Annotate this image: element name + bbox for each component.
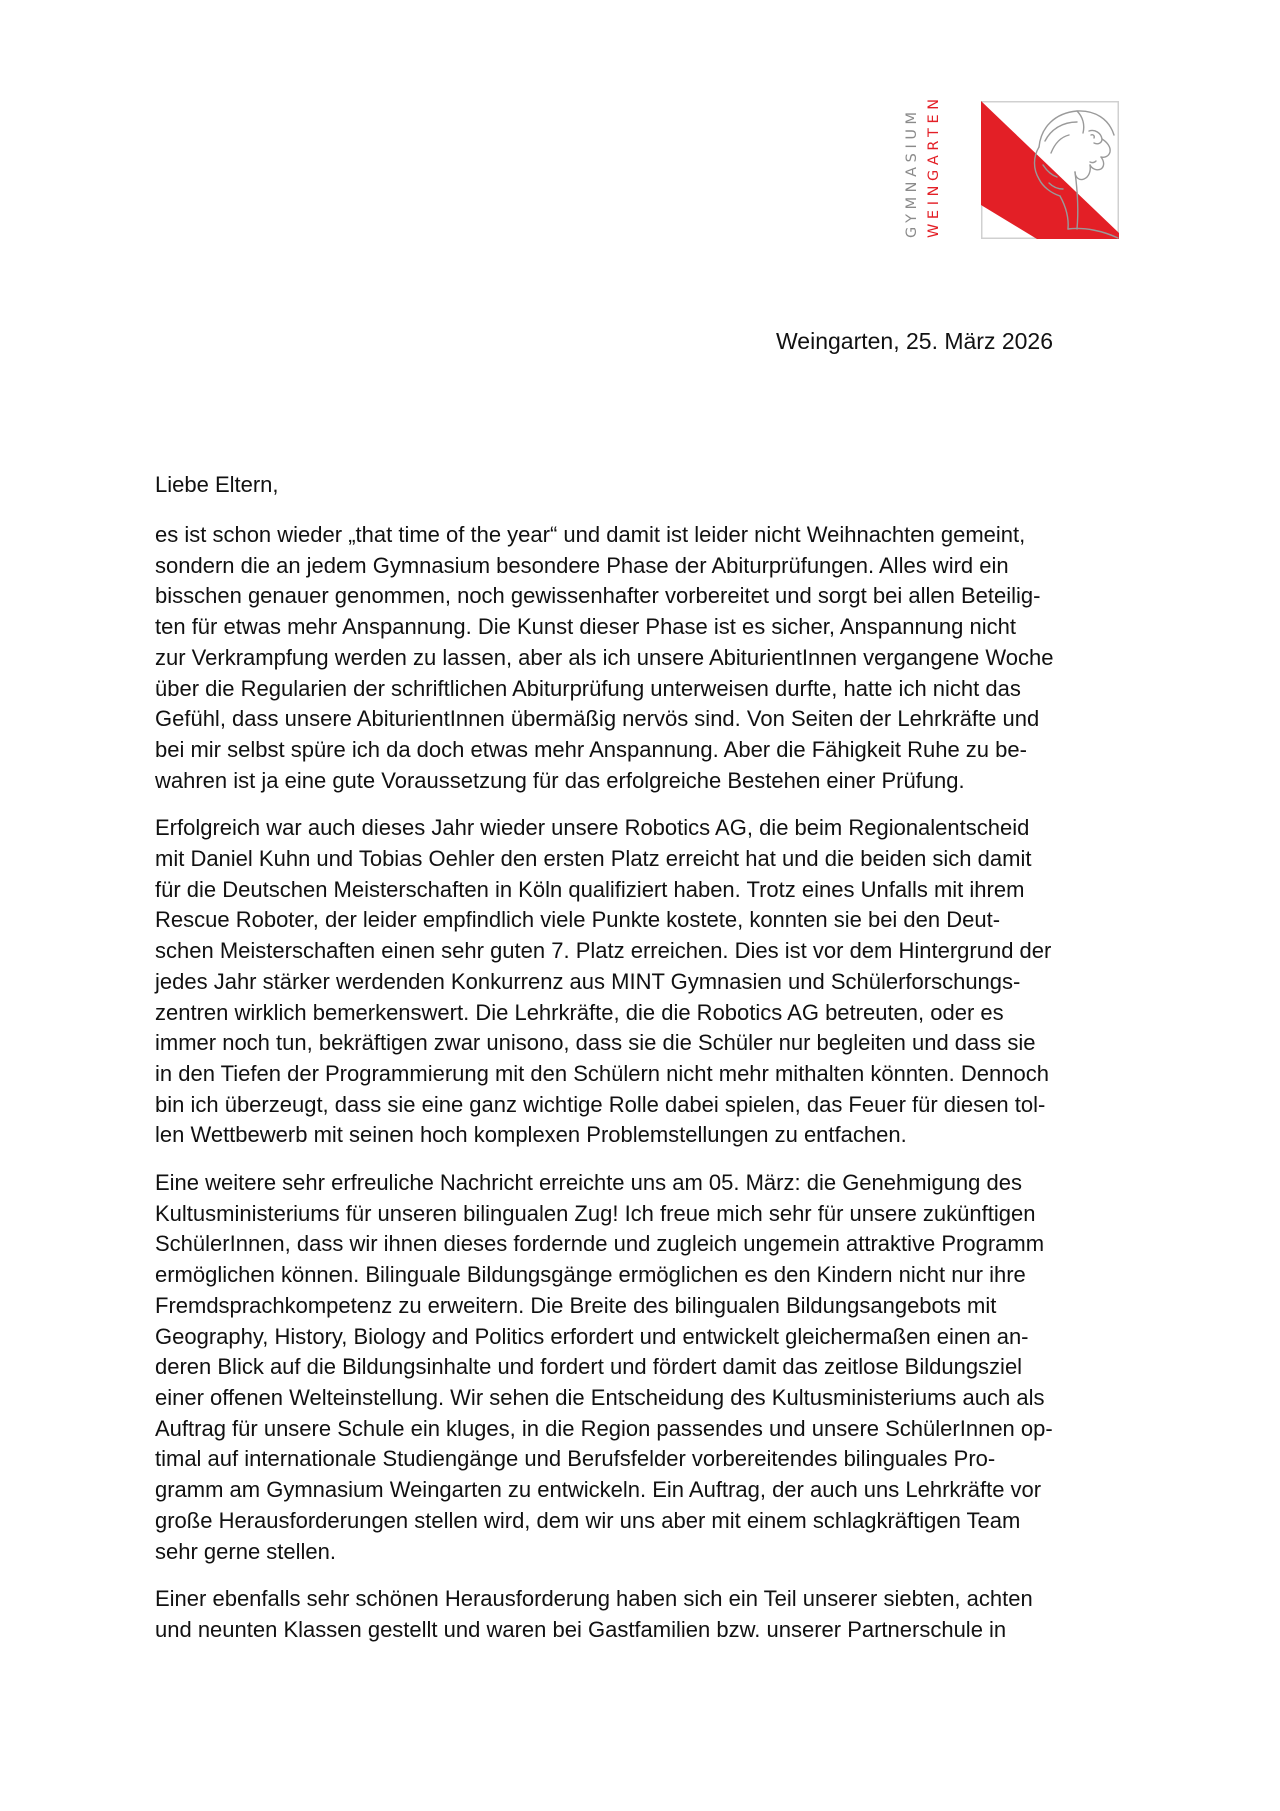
text-line: ermöglichen können. Bilinguale Bildungsgänge ermöglichen es den Kindern nicht nur ihre [155,1262,1026,1288]
text-line: schen Meisterschaften einen sehr guten 7. Platz erreichen. Dies ist vor dem Hintergrund der [155,938,1052,964]
text-line: mit Daniel Kuhn und Tobias Oehler den ersten Platz erreicht hat und die beiden sich damit [155,846,1032,872]
text-line: für die Deutschen Meisterschaften in Köln qualifiziert haben. Trotz eines Unfalls mit ihrem [155,876,1025,902]
text-line: Auftrag für unsere Schule ein kluges, in die Region passendes und unsere SchülerInnen op- [155,1415,1053,1441]
text-line: in den Tiefen der Programmierung mit den Schülern nicht mehr mithalten könnten. Dennoch [155,1060,1049,1086]
text-line: gramm am Gymnasium Weingarten zu entwickeln. Ein Auftrag, der auch uns Lehrkräfte vor [155,1477,1042,1503]
text-line: wahren ist ja eine gute Voraussetzung für das erfolgreiche Bestehen einer Prüfung. [155,767,965,793]
text-line: Erfolgreich war auch dieses Jahr wieder unsere Robotics AG, die beim Regionalentscheid [155,815,1030,841]
text-line: Geography, History, Biology and Politics erfordert und entwickelt gleichermaßen einen an- [155,1323,1029,1349]
text-line: es ist schon wieder „that time of the year“ und damit ist leider nicht Weihnachten gemeint, [155,522,1026,547]
text-line: deren Blick auf die Bildungsinhalte und fordert und fördert damit das zeitlose Bildungsziel [155,1354,1023,1380]
letter-date: Weingarten, 25. März 2026 [776,328,1054,354]
text-line: Eine weitere sehr erfreuliche Nachricht erreichte uns am 05. März: die Genehmigung des [155,1170,1022,1196]
text-line: sehr gerne stellen. [155,1538,336,1564]
text-line: Kultusministeriums für unseren bilingualen Zug! Ich freue mich sehr für unsere zukünftigen [155,1200,1036,1226]
school-logo [900,96,1122,244]
text-line: Einer ebenfalls sehr schönen Herausforderung haben sich ein Teil unserer siebten, achten [155,1586,1033,1612]
logo-text-weingarten: WEINGARTEN [926,94,942,238]
lion-head-icon [981,101,1119,239]
text-line: große Herausforderungen stellen wird, dem wir uns aber mit einem schlagkräftigen Team [155,1507,1021,1533]
text-line: SchülerInnen, dass wir ihnen dieses fordernde und zugleich ungemein attraktive Programm [155,1231,1045,1257]
text-line: jedes Jahr stärker werdenden Konkurrenz aus MINT Gymnasien und Schülerforschungs- [155,968,1021,994]
text-line: timal auf internationale Studiengänge und Berufsfelder vorbereitendes bilinguales Pro- [155,1446,996,1472]
text-line: einer offenen Welteinstellung. Wir sehen die Entscheidung des Kultusministeriums auch als [155,1384,1045,1410]
text-line: Fremdsprachkompetenz zu erweitern. Die Breite des bilingualen Bildungsangebots mit [155,1292,997,1318]
text-line: bisschen genauer genommen, noch gewissenhafter vorbereitet und sorgt bei allen Beteilig- [155,583,1041,609]
text-line: bei mir selbst spüre ich da doch etwas mehr Anspannung. Aber die Fähigkeit Ruhe zu be- [155,736,1027,762]
text-line: zentren wirklich bemerkenswert. Die Lehrkräfte, die die Robotics AG betreuten, oder es [155,999,1004,1025]
paragraph-exchange [155,1584,1131,1645]
text-line: und neunten Klassen gestellt und waren bei Gastfamilien bzw. unserer Partnerschule in [155,1616,1007,1642]
text-line: bin ich überzeugt, dass sie eine ganz wichtige Rolle dabei spielen, das Feuer für diesen tol- [155,1091,1046,1117]
paragraph-abitur [155,520,1131,796]
text-line: über die Regularien der schriftlichen Abiturprüfung unterweisen durfte, hatte ich nicht das [155,675,1021,701]
logo-text-gymnasium: GYMNASIUM [904,107,920,238]
letter-body [155,470,1131,1663]
paragraph-robotics [155,813,1131,1151]
text-line: Gefühl, dass unsere AbiturientInnen übermäßig nervös sind. Von Seiten der Lehrkräfte und [155,706,1040,732]
text-line: ten für etwas mehr Anspannung. Die Kunst dieser Phase ist es sicher, Anspannung nicht [155,614,1016,640]
text-line: zur Verkrampfung werden zu lassen, aber als ich unsere AbiturientInnen vergangene Woche [155,644,1054,670]
salutation: Liebe Eltern, [155,472,279,497]
text-line: Rescue Roboter, der leider empfindlich viele Punkte kostete, konnten sie bei den Deut- [155,907,1001,933]
paragraph-bilingual [155,1168,1131,1567]
text-line: sondern die an jedem Gymnasium besondere Phase der Abiturprüfungen. Alles wird ein [155,552,1009,578]
text-line: immer noch tun, bekräftigen zwar unisono, dass sie die Schüler nur begleiten und dass sie [155,1030,1036,1056]
text-line: len Wettbewerb mit seinen hoch komplexen Problemstellungen zu entfachen. [155,1122,907,1148]
